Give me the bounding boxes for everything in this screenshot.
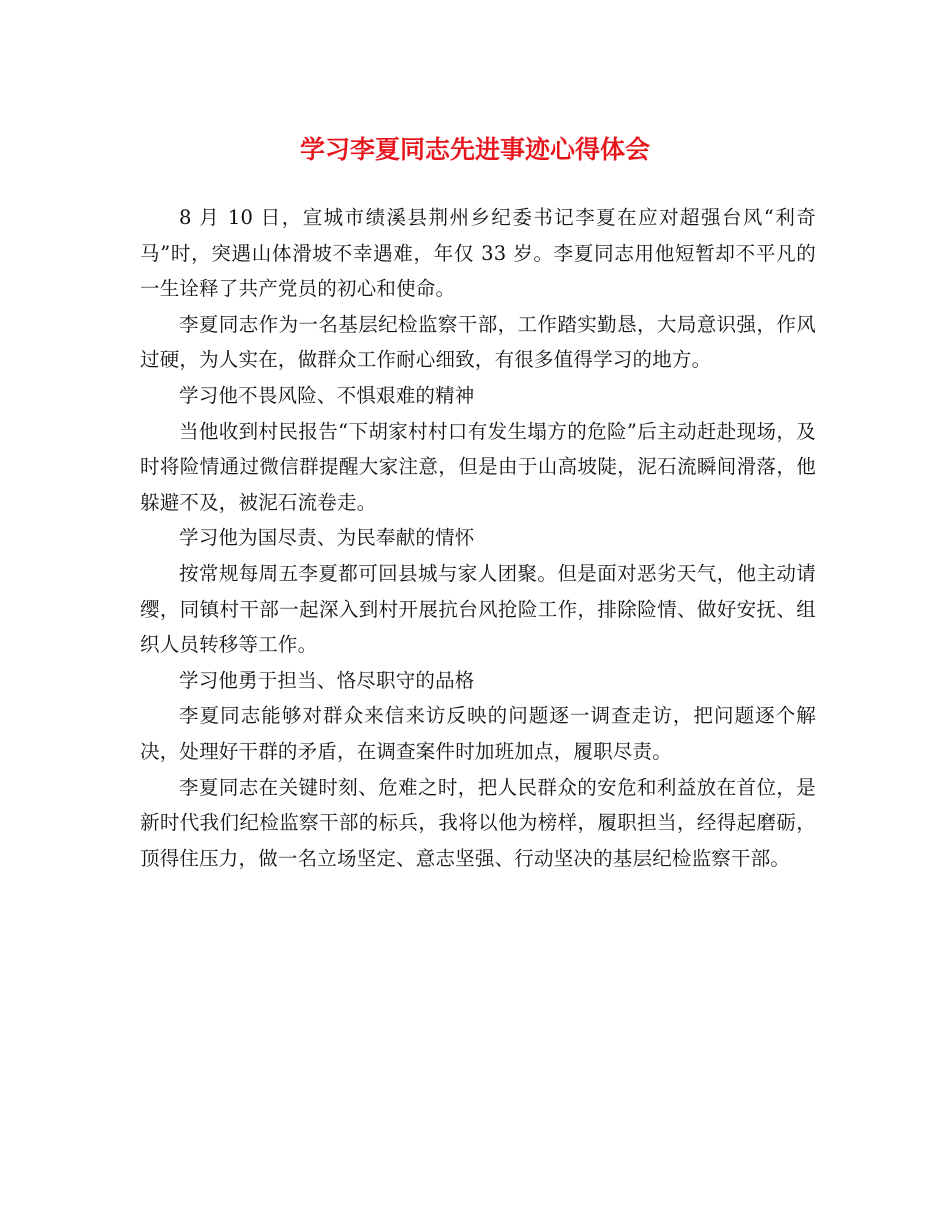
document-body <box>140 200 816 876</box>
section-heading-dedication: 学习他为国尽责、为民奉献的情怀 <box>179 526 475 550</box>
document-title: 学习李夏同志先进事迹心得体会 <box>299 135 650 164</box>
section-heading-spirit: 学习他不畏风险、不惧艰难的精神 <box>179 383 475 407</box>
paragraph-spirit: 当他收到村民报告“下胡家村村口有发生塌方的危险”后主动赶赴现场，及时将险情通过微信群提醒大家注意，但是由于山高坡陡，泥石流瞬间滑落，他躲避不及，被泥石流卷走。 <box>140 419 816 514</box>
paragraph-duty: 李夏同志能够对群众来信来访反映的问题逐一调查走访，把问题逐个解决，处理好干群的矛盾，在调查案件时加班加点，履职尽责。 <box>140 704 816 763</box>
paragraph-summary: 李夏同志作为一名基层纪检监察干部，工作踏实勤恳，大局意识强，作风过硬，为人实在，做群众工作耐心细致，有很多值得学习的地方。 <box>140 312 816 372</box>
paragraph-conclusion: 李夏同志在关键时刻、危难之时，把人民群众的安危和利益放在首位，是新时代我们纪检监察干部的标兵，我将以他为榜样，履职担当，经得起磨砺，顶得住压力，做一名立场坚定、意志坚强、行动坚决的基层纪检监察干部。 <box>140 775 816 870</box>
paragraph-dedication: 按常规每周五李夏都可回县城与家人团聚。但是面对恶劣天气，他主动请缨，同镇村干部一起深入到村开展抗台风抢险工作，排除险情、做好安抚、组织人员转移等工作。 <box>140 561 816 657</box>
paragraph-intro: 8 月 10 日，宣城市绩溪县荆州乡纪委书记李夏在应对超强台风“利奇马”时，突遇山体滑坡不幸遇难，年仅 33 岁。李夏同志用他短暂却不平凡的一生诠释了共产党员的初心和使命。 <box>140 206 816 301</box>
section-heading-duty: 学习他勇于担当、恪尽职守的品格 <box>179 668 475 692</box>
